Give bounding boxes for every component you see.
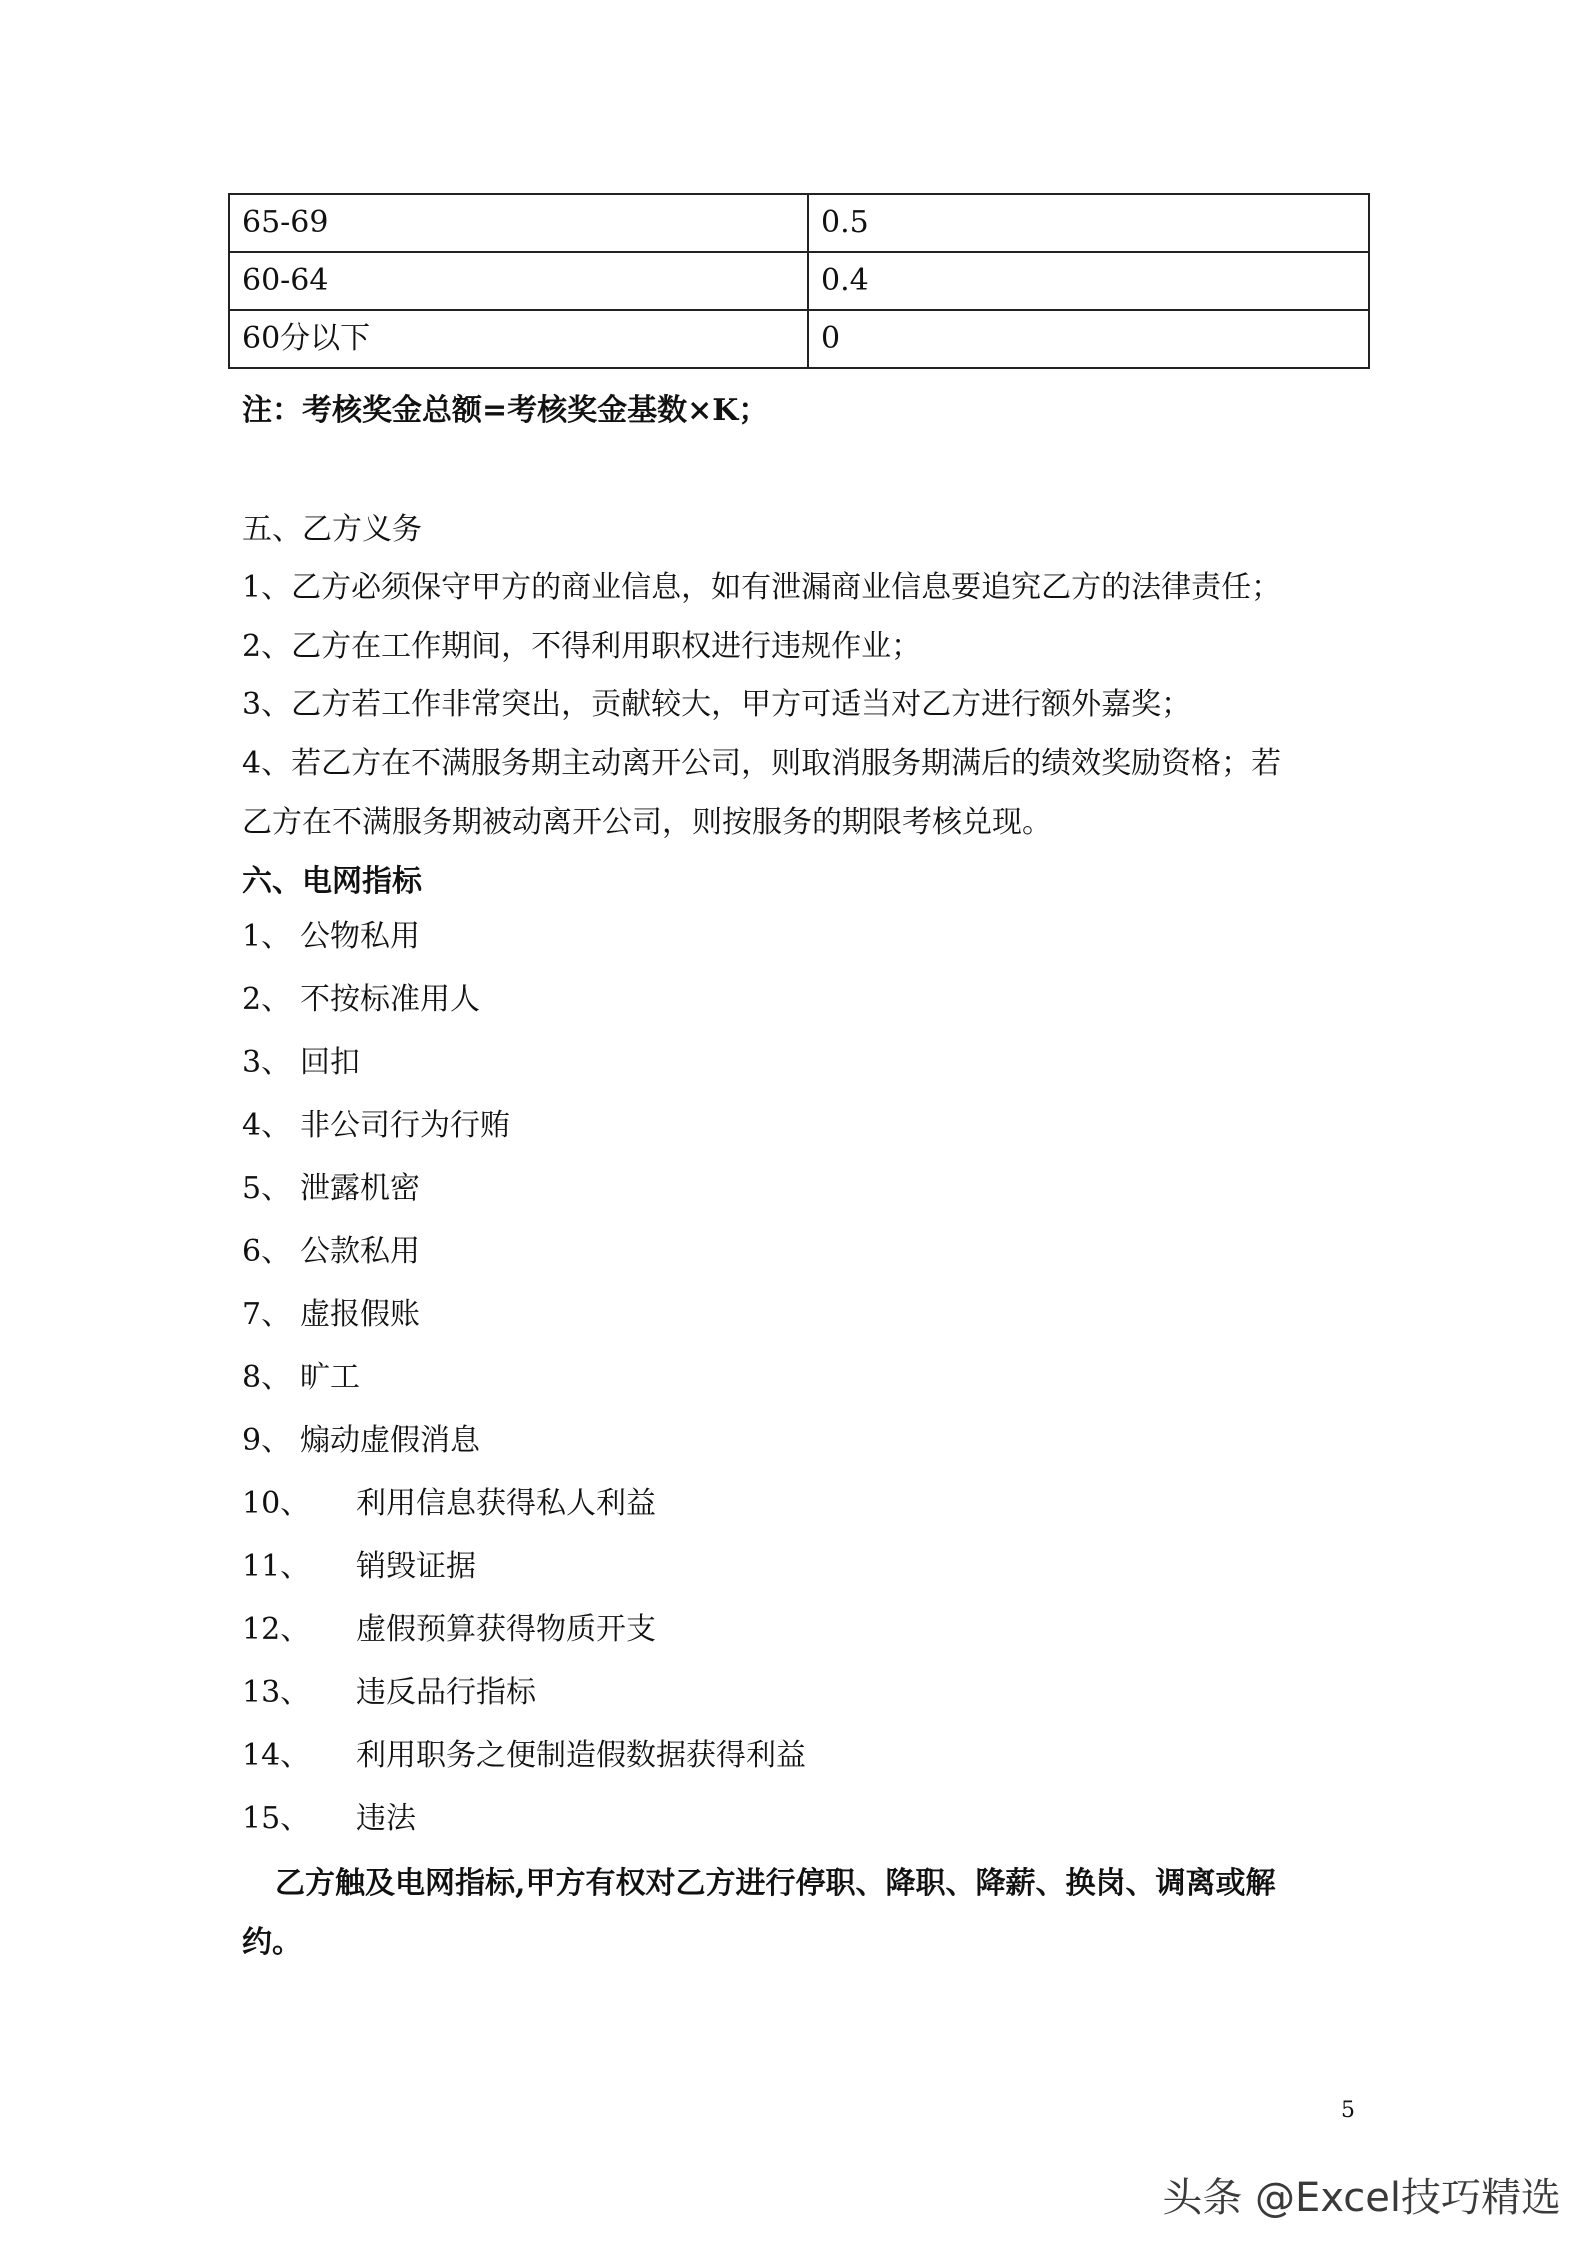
list-item-text: 公款私用 — [300, 1234, 420, 1269]
list-item — [242, 1232, 420, 1272]
list-item-text: 公物私用 — [300, 919, 420, 954]
list-item-text: 非公司行为行贿 — [300, 1108, 510, 1143]
table-row — [229, 310, 1369, 368]
list-item — [242, 1547, 476, 1587]
list-item-number: 1、 — [242, 919, 292, 954]
list-item — [242, 1484, 656, 1524]
list-item-number: 12、 — [242, 1612, 311, 1647]
score-k-table — [228, 193, 1370, 369]
score-range-cell: 60分以下 — [229, 310, 808, 368]
list-item-number: 7、 — [242, 1297, 292, 1332]
list-item — [242, 1736, 806, 1776]
list-item-number: 8、 — [242, 1360, 292, 1395]
list-item-number: 14、 — [242, 1738, 311, 1773]
obligation-item: 1、乙方必须保守甲方的商业信息，如有泄漏商业信息要追究乙方的法律责任； — [242, 570, 1282, 605]
list-item — [242, 1799, 416, 1839]
list-item-number: 5、 — [242, 1171, 292, 1206]
table-row — [229, 252, 1369, 310]
list-item-number: 6、 — [242, 1234, 292, 1269]
list-item-number: 3、 — [242, 1045, 292, 1080]
list-item — [242, 1169, 420, 1209]
list-item-text: 旷工 — [300, 1360, 360, 1395]
score-range-cell: 60-64 — [229, 252, 808, 310]
table-row — [229, 194, 1369, 252]
list-item — [242, 1610, 656, 1650]
k-value-cell: 0.4 — [808, 252, 1369, 310]
list-item-text: 泄露机密 — [300, 1171, 420, 1206]
obligation-item: 4、若乙方在不满服务期主动离开公司，则取消服务期满后的绩效奖励资格；若 — [242, 746, 1282, 781]
obligation-item: 3、乙方若工作非常突出，贡献较大，甲方可适当对乙方进行额外嘉奖； — [242, 687, 1192, 722]
obligation-item-continued: 乙方在不满服务期被动离开公司，则按服务的期限考核兑现。 — [242, 805, 1052, 840]
list-item-number: 11、 — [242, 1549, 311, 1584]
list-item-text: 违反品行指标 — [356, 1675, 536, 1710]
list-item — [242, 1043, 360, 1083]
list-item-number: 15、 — [242, 1801, 311, 1836]
list-item — [242, 1106, 510, 1146]
list-item-text: 不按标准用人 — [300, 982, 480, 1017]
k-value-cell: 0.5 — [808, 194, 1369, 252]
k-value-cell: 0 — [808, 310, 1369, 368]
list-item — [242, 1358, 360, 1398]
section-6-title: 六、电网指标 — [242, 864, 422, 899]
list-item-text: 虚假预算获得物质开支 — [356, 1612, 656, 1647]
list-item-text: 虚报假账 — [300, 1297, 420, 1332]
list-item-text: 利用信息获得私人利益 — [356, 1486, 656, 1521]
list-item-text: 利用职务之便制造假数据获得利益 — [356, 1738, 806, 1773]
list-item — [242, 980, 480, 1020]
list-item-number: 10、 — [242, 1486, 311, 1521]
section-5-title: 五、乙方义务 — [242, 512, 422, 547]
list-item-number: 4、 — [242, 1108, 292, 1143]
watermark: 头条 @Excel技巧精选 — [1162, 2175, 1561, 2221]
list-item-text: 销毁证据 — [356, 1549, 476, 1584]
score-range-cell: 65-69 — [229, 194, 808, 252]
list-item-text: 回扣 — [300, 1045, 360, 1080]
page-number: 5 — [1341, 2098, 1355, 2123]
obligation-item: 2、乙方在工作期间，不得利用职权进行违规作业； — [242, 629, 922, 664]
list-item — [242, 1673, 536, 1713]
closing-paragraph-line: 约。 — [242, 1925, 302, 1960]
list-item-number: 9、 — [242, 1423, 292, 1458]
list-item-text: 违法 — [356, 1801, 416, 1836]
list-item — [242, 1421, 480, 1461]
list-item-number: 13、 — [242, 1675, 311, 1710]
list-item-text: 煽动虚假消息 — [300, 1423, 480, 1458]
closing-paragraph-line: 乙方触及电网指标,甲方有权对乙方进行停职、降职、降薪、换岗、调离或解 — [275, 1866, 1276, 1901]
list-item — [242, 1295, 420, 1335]
table-note: 注：考核奖金总额=考核奖金基数×K； — [242, 393, 769, 428]
list-item — [242, 917, 420, 957]
list-item-number: 2、 — [242, 982, 292, 1017]
